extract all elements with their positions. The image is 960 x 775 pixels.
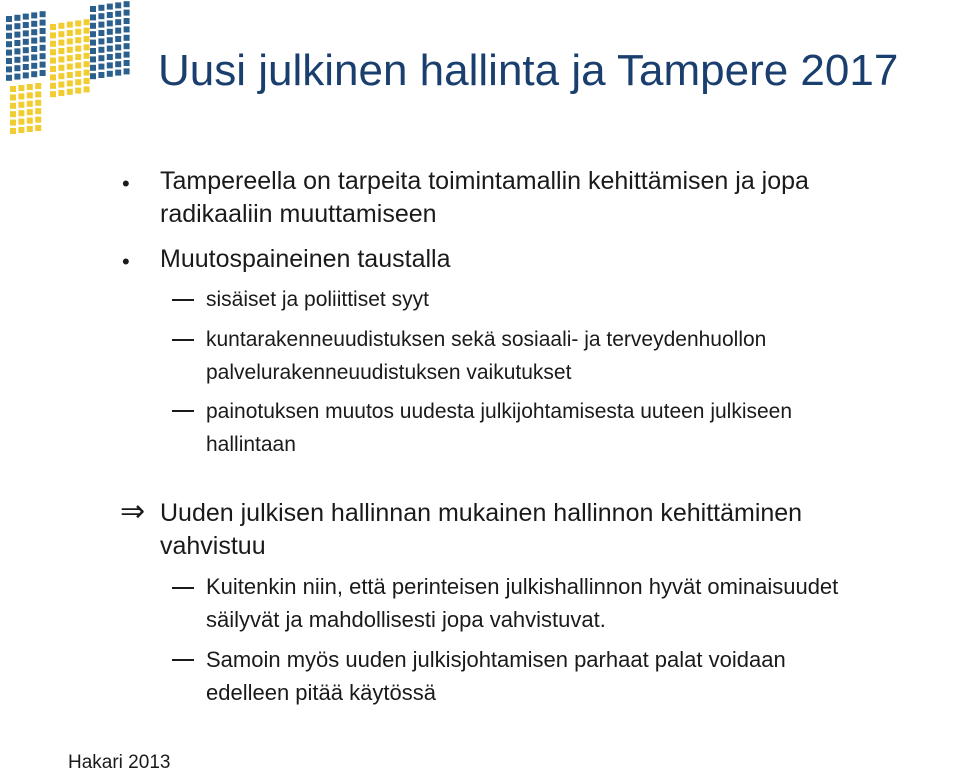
dash-marker: [172, 339, 194, 341]
dash-marker: [172, 659, 194, 661]
conclusion-text-line: vahvistuu: [160, 532, 266, 560]
slide-title: Uusi julkinen hallinta ja Tampere 2017: [158, 46, 899, 95]
conclusion-subbullet-text-line: Samoin myös uuden julkisjohtamisen parhaat palat voidaan: [206, 647, 786, 672]
subbullet-text-line: kuntarakenneuudistuksen sekä sosiaali- ja terveydenhuollon: [206, 328, 767, 351]
implies-arrow-icon: ⇒: [120, 495, 146, 528]
conclusion-subbullet-text-line: edelleen pitää käytössä: [206, 680, 436, 705]
bullet-text-line: Tampereella on tarpeita toimintamallin kehittämisen ja jopa: [160, 167, 809, 195]
subbullet-text-line: hallintaan: [206, 433, 296, 456]
bullet-text-line: Muutospaineinen taustalla: [160, 245, 451, 273]
conclusion-text-line: Uuden julkisen hallinnan mukainen hallinnon kehittäminen: [160, 499, 803, 527]
bullet-marker: •: [122, 171, 130, 196]
conclusion-subbullet-text-line: säilyvät ja mahdollisesti jopa vahvistuvat.: [206, 607, 606, 632]
bullet-text-line: radikaaliin muuttamiseen: [160, 200, 437, 228]
subbullet-text-line: sisäiset ja poliittiset syyt: [206, 288, 429, 311]
bullet-marker: •: [122, 249, 130, 274]
subbullet-text-line: painotuksen muutos uudesta julkijohtamisesta uuteen julkiseen: [206, 400, 793, 423]
dash-marker: [172, 587, 194, 589]
subbullet-text-line: palvelurakenneuudistuksen vaikutukset: [206, 361, 572, 384]
footer-credit: Hakari 2013: [68, 752, 171, 773]
dash-marker: [172, 299, 194, 301]
dash-marker: [172, 410, 194, 412]
conclusion-subbullet-text-line: Kuitenkin niin, että perinteisen julkishallinnon hyvät ominaisuudet: [206, 574, 839, 599]
